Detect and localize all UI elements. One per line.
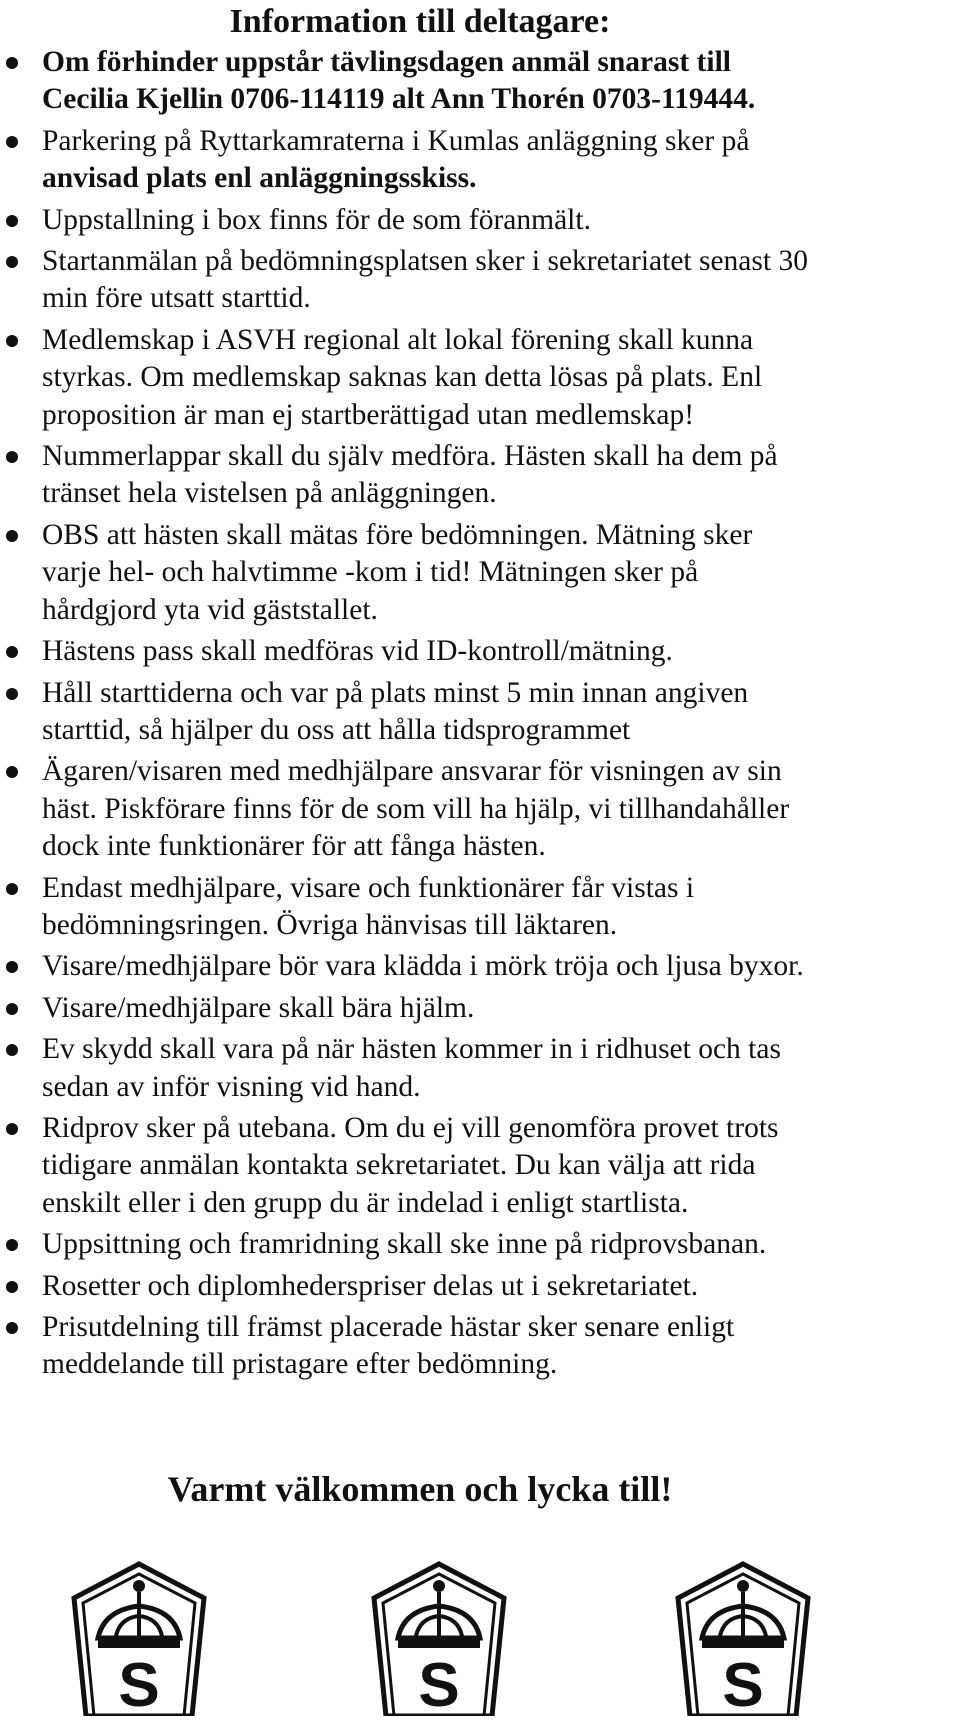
bullet-line: bedömningsringen. Övriga hänvisas till läktaren. (42, 908, 618, 941)
bullet-dot-icon (6, 1322, 18, 1334)
info-bullet-item (0, 322, 960, 434)
bullet-line: varje hel- och halvtimme -kom i tid! Mätningen sker på (42, 556, 699, 589)
info-bullet-item (0, 438, 960, 513)
bullet-line: häst. Piskförare finns för de som vill ha hjälp, vi tillhandahåller (42, 792, 790, 825)
bullet-line: OBS att hästen skall mätas före bedömningen. Mätning sker (42, 518, 753, 551)
page-title: Information till deltagare: (229, 3, 611, 40)
info-bullet-item (0, 243, 960, 318)
emblem-letter: S (722, 1651, 764, 1716)
bullet-line: tidigare anmälan kontakta sekretariatet. Du kan välja att rida (42, 1149, 756, 1182)
bullet-line: sedan av inför visning vid hand. (42, 1070, 421, 1103)
crown-s-emblem-icon (668, 1560, 818, 1716)
bullet-dot-icon (6, 688, 18, 700)
bullet-dot-icon (6, 256, 18, 268)
emblem-letter: S (418, 1651, 460, 1716)
bullet-dot-icon (6, 1044, 18, 1056)
bullet-dot-icon (6, 530, 18, 542)
bullet-line: Nummerlappar skall du själv medföra. Hästen skall ha dem på (42, 440, 778, 473)
bullet-dot-icon (6, 1123, 18, 1135)
info-bullet-item (0, 1226, 960, 1263)
bullet-line: Parkering på Ryttarkamraterna i Kumlas anläggning sker på (42, 124, 750, 157)
bullet-dot-icon (6, 646, 18, 658)
bullet-line-bold: anvisad plats enl anläggningsskiss. (42, 162, 477, 195)
bullet-dot-icon (6, 766, 18, 778)
bullet-line: dock inte funktionärer för att fånga hästen. (42, 830, 546, 863)
info-bullet-item (0, 1110, 960, 1222)
bullet-line: Cecilia Kjellin 0706-114119 alt Ann Thorén 0703-119444. (42, 83, 756, 116)
bullet-line: min före utsatt starttid. (42, 282, 311, 315)
bullet-dot-icon (6, 961, 18, 973)
crown-s-emblem-icon (64, 1560, 214, 1716)
logo-row (0, 1560, 960, 1716)
bullet-line: Startanmälan på bedömningsplatsen sker i sekretariatet senast 30 (42, 245, 808, 278)
bullet-line: proposition är man ej startberättigad utan medlemskap! (42, 398, 695, 431)
info-bullet-item (0, 1031, 960, 1106)
bullet-line: enskilt eller i den grupp du är indelad i enligt startlista. (42, 1186, 689, 1219)
bullet-dot-icon (6, 1281, 18, 1293)
bullet-line: meddelande till pristagare efter bedömning. (42, 1348, 558, 1381)
bullet-line: Ridprov sker på utebana. Om du ej vill genomföra provet trots (42, 1111, 779, 1144)
bullet-dot-icon (6, 215, 18, 227)
bullet-dot-icon (6, 1003, 18, 1015)
bullet-line: styrkas. Om medlemskap saknas kan detta lösas på plats. Enl (42, 361, 763, 394)
info-bullet-item (0, 123, 960, 198)
info-bullet-item (0, 633, 960, 670)
bullet-line: Ägaren/visaren med medhjälpare ansvarar för visningen av sin (42, 755, 782, 788)
bullet-line: Visare/medhjälpare bör vara klädda i mörk tröja och ljusa byxor. (42, 950, 804, 983)
info-bullet-item (0, 753, 960, 865)
bullet-dot-icon (6, 1239, 18, 1251)
info-bullet-list (0, 44, 960, 1388)
bullet-line: Rosetter och diplomhederspriser delas ut i sekretariatet. (42, 1269, 699, 1302)
bullet-line: Visare/medhjälpare skall bära hjälm. (42, 991, 475, 1024)
crown-s-emblem-icon (364, 1560, 514, 1716)
bullet-line: Prisutdelning till främst placerade hästar sker senare enligt (42, 1311, 735, 1343)
bullet-line: Om förhinder uppstår tävlingsdagen anmäl snarast till (42, 46, 731, 78)
info-bullet-item (0, 948, 960, 985)
info-bullet-item (0, 44, 960, 119)
bullet-line: hårdgjord yta vid gäststallet. (42, 593, 378, 626)
bullet-dot-icon (6, 451, 18, 463)
info-bullet-item (0, 990, 960, 1027)
bullet-line: Hästens pass skall medföras vid ID-kontroll/mätning. (42, 635, 673, 668)
info-bullet-item (0, 870, 960, 945)
bullet-dot-icon (6, 335, 18, 347)
bullet-dot-icon (6, 57, 18, 69)
bullet-line: starttid, så hjälper du oss att hålla tidsprogrammet (42, 713, 631, 746)
closing-greeting: Varmt välkommen och lycka till! (167, 1469, 673, 1509)
bullet-line: Uppsittning och framridning skall ske inne på ridprovsbanan. (42, 1228, 767, 1261)
info-bullet-item (0, 202, 960, 239)
bullet-line: Ev skydd skall vara på när hästen kommer in i ridhuset och tas (42, 1033, 781, 1066)
emblem-letter: S (118, 1651, 160, 1716)
info-bullet-item (0, 675, 960, 750)
info-bullet-item (0, 517, 960, 629)
bullet-line: tränset hela vistelsen på anläggningen. (42, 477, 497, 510)
bullet-line: Håll starttiderna och var på plats minst 5 min innan angiven (42, 676, 749, 709)
bullet-line: Medlemskap i ASVH regional alt lokal förening skall kunna (42, 323, 754, 356)
bullet-line: Uppstallning i box finns för de som föranmält. (42, 203, 591, 236)
info-bullet-item (0, 1268, 960, 1305)
bullet-dot-icon (6, 883, 18, 895)
bullet-line: Endast medhjälpare, visare och funktionärer får vistas i (42, 871, 695, 904)
bullet-dot-icon (6, 136, 18, 148)
info-bullet-item (0, 1309, 960, 1384)
